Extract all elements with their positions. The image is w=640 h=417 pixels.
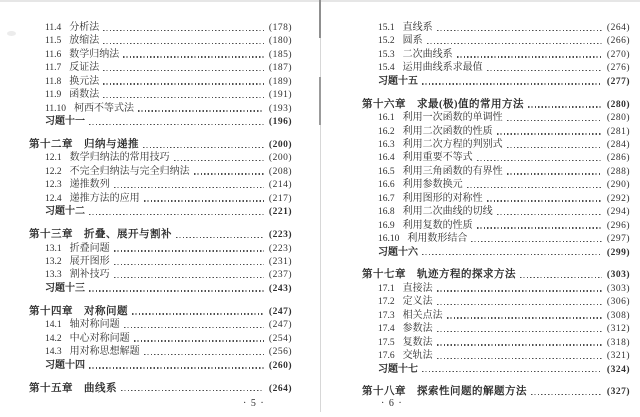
entry-page-number: (247) [268,320,292,331]
entry-page-number: (264) [268,383,292,394]
entry-page-number: (214) [268,180,292,191]
entry-title: 利用二次函数的性质 [402,125,493,137]
entry-title: 利用一次函数的单调性 [402,112,503,124]
toc-section-row [29,178,292,191]
entry-title: 利用三角函数的有界性 [402,165,503,177]
entry-title: 探索性问题的解题方法 [417,386,527,398]
toc-section-row [362,151,630,164]
entry-page-number: (185) [268,49,292,60]
entry-page-number: (270) [606,49,630,60]
section-gap [362,259,630,269]
entry-title: 圆系 [402,35,423,47]
dot-leader [433,295,605,308]
dot-leader [433,349,605,362]
entry-title: 数学归纳法 [69,48,120,60]
entry-title: 折叠、展开与割补 [84,229,172,241]
entry-number: 第十四章 [29,305,73,317]
entry-title: 相关点法 [402,309,443,321]
toc-section-row [362,61,630,74]
entry-title: 习题十六 [378,246,418,258]
page-gutter-shadow-top [319,0,321,38]
entry-number: 11.4 [45,23,62,33]
dot-leader [433,282,605,295]
entry-number: 12.3 [45,180,62,191]
entry-number: 16.7 [378,193,395,204]
entry-number: 第十五章 [29,382,73,394]
dot-leader [483,61,605,74]
dot-leader [170,151,267,164]
entry-number: 16.3 [378,140,395,150]
entry-title: 二次曲线系 [402,48,453,60]
entry-number: 13.3 [45,270,62,281]
section-gap [29,295,292,305]
entry-page-number: (254) [268,333,292,344]
entry-page-number: (288) [606,166,630,177]
entry-page-number: (280) [606,113,630,124]
toc-section-row [29,345,292,358]
entry-page-number: (297) [606,234,630,245]
toc-section-row [362,282,630,295]
section-gap [29,372,292,382]
toc-section-row [362,219,630,232]
toc-section-row [362,192,630,205]
entry-number: 第十六章 [362,98,406,110]
entry-page-number: (277) [606,76,630,87]
toc-section-row [362,336,630,349]
entry-number: 11.8 [45,76,62,87]
toc-section-row [29,242,292,255]
entry-page-number: (296) [606,220,630,231]
entry-title: 曲线系 [84,382,117,394]
entry-number: 第十二章 [29,139,73,150]
entry-number: 16.9 [378,220,395,231]
dot-leader [443,309,605,322]
entry-page-number: (308) [606,310,630,321]
dot-leader [85,205,267,218]
toc-section-row [362,138,630,151]
entry-title: 利用图形的对称性 [402,192,483,204]
entry-page-number: (264) [606,23,630,33]
entry-page-number: (191) [268,90,292,101]
toc-section-row [29,88,292,101]
toc-section-row [362,165,630,178]
dot-leader [99,34,267,47]
entry-number: 17.5 [378,337,395,348]
entry-title: 递推方法的应用 [69,192,140,204]
dot-leader [120,318,267,331]
toc-chapter-row [29,228,292,241]
dot-leader [85,115,267,128]
entry-title: 利用二次方程的判别式 [402,139,503,150]
entry-title: 柯西不等式法 [74,102,135,114]
dot-leader [172,228,267,241]
entry-page-number: (200) [268,140,292,150]
scan-smudge [7,31,16,36]
dot-leader [433,21,605,34]
toc-exercise-row [362,363,630,376]
dot-leader [418,75,605,88]
entry-title: 不完全归纳法与完全归纳法 [69,165,190,177]
entry-page-number: (178) [268,23,292,33]
toc-section-row [29,21,292,34]
entry-title: 展开图形 [69,256,110,267]
entry-title: 交轨法 [402,350,433,362]
entry-page-number: (231) [268,257,292,267]
entry-number: 11.6 [45,49,62,60]
entry-number: 17.6 [378,351,395,362]
entry-page-number: (286) [606,153,630,164]
dot-leader [128,305,267,318]
dot-leader [130,332,267,345]
toc-exercise-row [29,359,292,372]
dot-leader [516,268,605,281]
entry-title: 定义法 [402,296,433,308]
entry-number: 第十八章 [362,386,406,398]
dot-leader [453,48,605,61]
entry-title: 函数法 [69,89,100,101]
dot-leader [503,138,605,151]
entry-page-number: (223) [268,243,292,254]
entry-page-number: (299) [606,247,630,258]
entry-number: 17.2 [378,297,395,308]
dot-leader [190,165,267,178]
toc-exercise-row [29,282,292,295]
entry-page-number: (193) [268,103,292,114]
entry-page-number: (196) [268,117,292,128]
entry-title: 中心对称问题 [69,332,130,344]
toc-chapter-row [29,305,292,318]
entry-page-number: (189) [268,76,292,87]
toc-section-row [29,102,292,115]
entry-page-number: (260) [268,360,292,371]
page-number-footer-right: · 6 · [381,398,403,409]
entry-page-number: (243) [268,283,292,294]
entry-page-number: (306) [606,297,630,308]
entry-page-number: (281) [606,126,630,137]
dot-leader [110,242,267,255]
entry-number: 16.10 [378,234,400,245]
dot-leader [99,88,267,101]
entry-number: 16.2 [378,126,395,137]
entry-page-number: (312) [606,324,630,335]
entry-number: 第十七章 [362,269,406,281]
page-gutter-shadow-mid [319,77,321,125]
entry-title: 直接法 [402,282,433,294]
toc-exercise-row [29,115,292,128]
dot-leader [99,61,267,74]
entry-title: 习题十一 [45,116,85,128]
entry-number: 17.1 [378,283,395,294]
toc-page-right [362,21,630,399]
entry-title: 习题十三 [45,282,85,294]
entry-number: 11.7 [45,63,62,74]
dot-leader [117,382,267,395]
dot-leader [503,165,605,178]
entry-title: 复数法 [402,336,433,348]
dot-leader [467,232,605,245]
entry-page-number: (318) [606,337,630,348]
entry-title: 直线系 [402,22,433,33]
entry-title: 习题十七 [378,363,418,375]
entry-page-number: (324) [606,364,630,375]
entry-page-number: (237) [268,270,292,281]
dot-leader [85,359,267,372]
entry-number: 11.9 [45,90,62,101]
entry-title: 换元法 [69,75,100,87]
toc-section-row [29,192,292,205]
entry-page-number: (280) [606,99,630,110]
entry-number: 16.1 [378,113,395,124]
entry-number: 15.3 [378,49,395,60]
entry-page-number: (294) [606,207,630,218]
dot-leader [139,138,267,151]
dot-leader [463,178,605,191]
dot-leader [524,98,605,111]
entry-number: 11.5 [45,36,62,47]
entry-title: 习题十二 [45,206,85,218]
dot-leader [423,34,605,47]
dot-leader [503,111,605,124]
dot-leader [527,385,605,398]
entry-title: 反证法 [69,62,100,74]
dot-leader [433,322,605,335]
entry-number: 12.4 [45,193,62,204]
toc-section-row [29,75,292,88]
section-gap [29,129,292,139]
entry-page-number: (321) [606,351,630,362]
entry-title: 数学归纳法的常用技巧 [69,152,170,164]
entry-title: 轨迹方程的探求方法 [417,269,516,281]
toc-section-row [362,322,630,335]
toc-section-row [29,268,292,281]
dot-leader [483,192,605,205]
toc-chapter-row [362,98,630,111]
toc-section-row [362,125,630,138]
entry-number: 17.3 [378,310,395,321]
dot-leader [99,75,267,88]
entry-page-number: (221) [268,207,292,218]
toc-section-row [362,349,630,362]
entry-title: 利用复数的性质 [402,219,473,231]
dot-leader [110,255,267,268]
dot-leader [493,205,605,218]
entry-page-number: (327) [606,387,630,398]
dot-leader [473,151,605,164]
entry-title: 分析法 [69,22,100,33]
toc-section-row [362,178,630,191]
dot-leader [433,336,605,349]
dot-leader [134,102,267,115]
entry-number: 13.2 [45,257,62,267]
dot-leader [418,246,605,259]
toc-section-row [362,21,630,34]
toc-section-row [29,151,292,164]
toc-exercise-row [29,205,292,218]
entry-title: 归纳与递推 [84,139,139,150]
entry-title: 利用数形结合 [407,233,468,245]
toc-section-row [362,111,630,124]
toc-chapter-row [29,138,292,151]
entry-page-number: (180) [268,36,292,47]
dot-leader [140,345,267,358]
toc-exercise-row [362,246,630,259]
toc-section-row [362,309,630,322]
entry-title: 放缩法 [69,35,100,47]
toc-section-row [29,48,292,61]
toc-section-row [29,61,292,74]
entry-page-number: (256) [268,347,292,358]
entry-number: 11.10 [45,103,67,114]
entry-page-number: (303) [606,270,630,281]
toc-exercise-row [362,75,630,88]
entry-title: 折叠问题 [69,242,110,254]
entry-page-number: (292) [606,193,630,204]
entry-title: 习题十四 [45,359,85,371]
entry-page-number: (303) [606,283,630,294]
entry-number: 13.1 [45,243,62,254]
entry-number: 14.1 [45,320,62,331]
entry-page-number: (276) [606,63,630,74]
toc-section-row [29,255,292,268]
entry-number: 12.2 [45,166,62,177]
entry-title: 参数法 [402,323,433,335]
toc-section-row [362,295,630,308]
entry-number: 14.2 [45,333,62,344]
entry-title: 轴对称问题 [69,319,120,331]
entry-number: 14.3 [45,347,62,358]
toc-chapter-row [362,385,630,398]
entry-number: 15.4 [378,63,395,74]
toc-section-row [29,318,292,331]
dot-leader [493,125,605,138]
dot-leader [140,192,267,205]
entry-number: 15.2 [378,36,395,47]
entry-number: 17.4 [378,324,395,335]
dot-leader [85,282,267,295]
entry-page-number: (187) [268,63,292,74]
entry-number: 第十三章 [29,229,73,241]
entry-number: 12.1 [45,153,62,164]
dot-leader [119,48,267,61]
entry-page-number: (208) [268,166,292,177]
entry-page-number: (290) [606,180,630,191]
section-gap [362,376,630,386]
toc-section-row [362,232,630,245]
dot-leader [110,178,267,191]
entry-number: 16.4 [378,153,395,164]
entry-title: 利用二次曲线的切线 [402,206,493,218]
toc-chapter-row [362,268,630,281]
section-gap [29,219,292,229]
entry-title: 利用参数换元 [402,179,463,191]
toc-section-row [29,34,292,47]
entry-title: 求最(极)值的常用方法 [417,98,524,110]
toc-section-row [362,205,630,218]
toc-chapter-row [29,382,292,395]
entry-number: 16.5 [378,166,395,177]
toc-section-row [29,332,292,345]
entry-number: 16.8 [378,207,395,218]
toc-section-row [362,48,630,61]
dot-leader [99,21,267,34]
entry-page-number: (200) [268,153,292,164]
toc-section-row [362,34,630,47]
entry-title: 对称问题 [84,305,128,317]
entry-page-number: (284) [606,140,630,150]
entry-page-number: (217) [268,193,292,204]
entry-title: 割补技巧 [69,269,110,281]
page-number-footer-left: · 5 · [243,398,265,409]
entry-title: 递推数列 [69,179,110,191]
toc-page-left [29,21,292,395]
entry-number: 15.1 [378,23,395,33]
dot-leader [418,363,605,376]
toc-section-row [29,165,292,178]
entry-page-number: (223) [268,230,292,241]
section-gap [362,88,630,98]
dot-leader [473,219,605,232]
entry-page-number: (266) [606,36,630,47]
entry-title: 用对称思想解题 [69,346,140,358]
entry-title: 习题十五 [378,75,418,87]
entry-number: 16.6 [378,180,395,191]
page-gutter-line [320,0,321,412]
entry-title: 运用曲线系求最值 [402,62,483,74]
entry-title: 利用重要不等式 [402,152,473,164]
dot-leader [110,268,267,281]
entry-page-number: (247) [268,306,292,317]
